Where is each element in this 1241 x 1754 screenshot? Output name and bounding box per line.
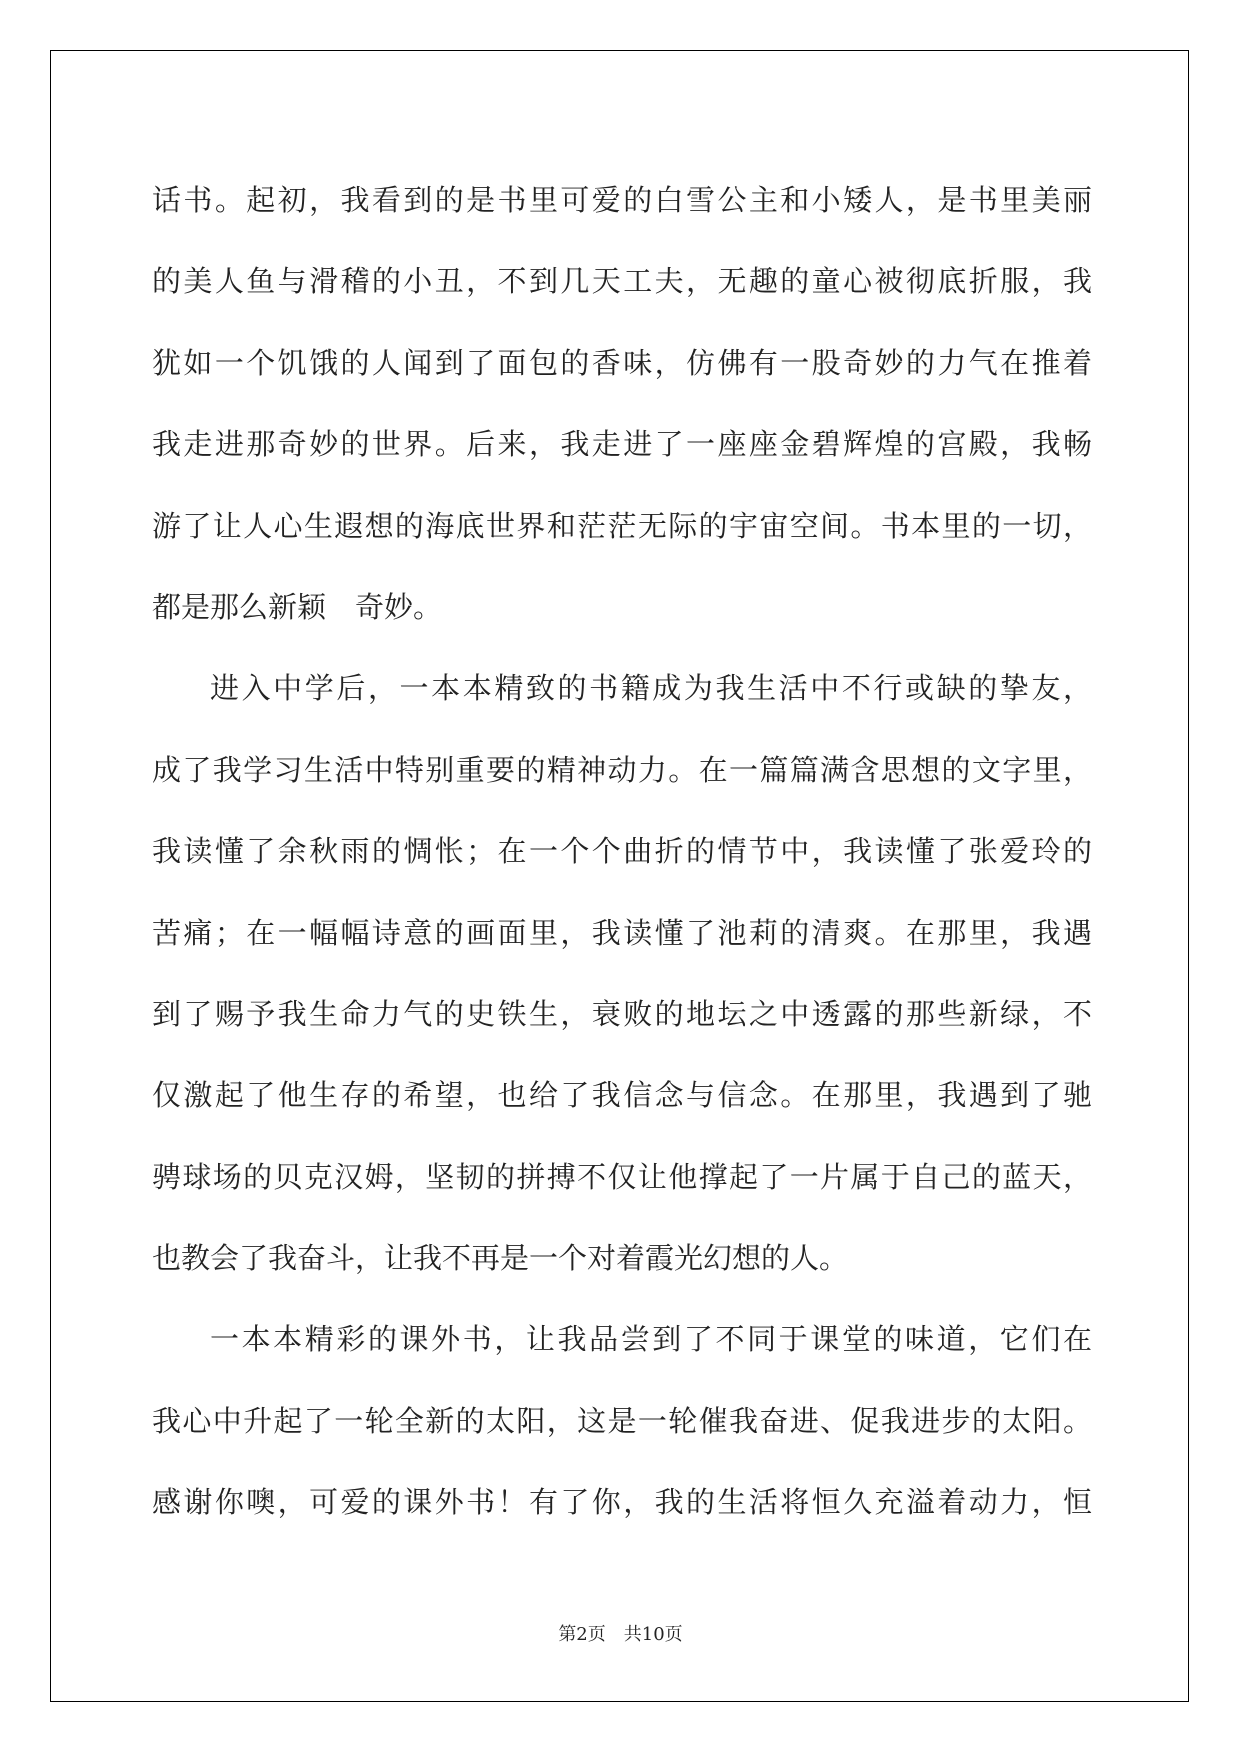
paragraph-start-line: 一本本精彩的课外书，让我品尝到了不同于课堂的味道，它们在	[210, 1322, 1092, 1357]
text-line: 话书。起初，我看到的是书里可爱的白雪公主和小矮人，是书里美丽	[152, 183, 1092, 217]
text-line: 游了让人心生遐想的海底世界和茫茫无际的宇宙空间。书本里的一切，	[152, 508, 1092, 543]
text-line: 犹如一个饥饿的人闻到了面包的香味，仿佛有一股奇妙的力气在推着	[152, 345, 1092, 380]
text-line: 我心中升起了一轮全新的太阳，这是一轮催我奋进、促我进步的太阳。	[152, 1403, 1092, 1438]
page-number-footer: 第2页 共10页	[558, 1624, 683, 1645]
text-line: 仅激起了他生存的希望，也给了我信念与信念。在那里，我遇到了驰	[152, 1078, 1092, 1113]
text-line: 成了我学习生活中特别重要的精神动力。在一篇篇满含思想的文字里，	[152, 752, 1092, 787]
text-line: 我读懂了余秋雨的惆怅；在一个个曲折的情节中，我读懂了张爱玲的	[152, 834, 1092, 869]
text-line: 感谢你噢，可爱的课外书！有了你，我的生活将恒久充溢着动力，恒	[152, 1485, 1092, 1520]
text-line: 都是那么新颖 奇妙。	[152, 589, 443, 624]
text-line: 苦痛；在一幅幅诗意的画面里，我读懂了池莉的清爽。在那里，我遇	[152, 915, 1092, 950]
text-line: 的美人鱼与滑稽的小丑，不到几天工夫，无趣的童心被彻底折服，我	[152, 264, 1092, 299]
document-body	[152, 160, 1092, 1544]
text-line: 骋球场的贝克汉姆，坚韧的拼搏不仅让他撑起了一片属于自己的蓝天，	[152, 1159, 1092, 1194]
text-line: 到了赐予我生命力气的史铁生，衰败的地坛之中透露的那些新绿，不	[152, 996, 1092, 1031]
paragraph-start-line: 进入中学后，一本本精致的书籍成为我生活中不行或缺的挚友，	[210, 671, 1092, 706]
text-line: 我走进那奇妙的世界。后来，我走进了一座座金碧辉煌的宫殿，我畅	[152, 427, 1092, 462]
text-line: 也教会了我奋斗，让我不再是一个对着霞光幻想的人。	[152, 1241, 849, 1276]
